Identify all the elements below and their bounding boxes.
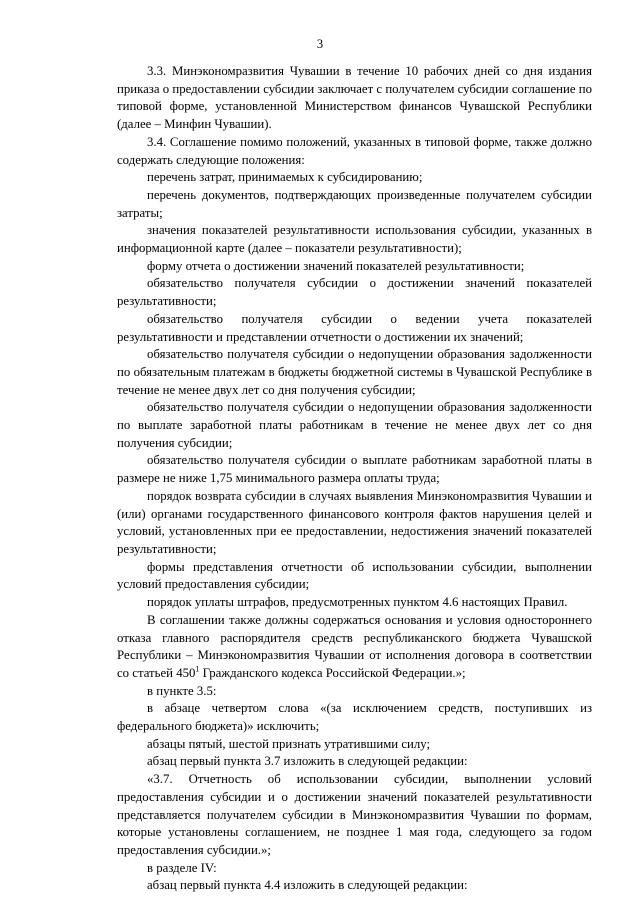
list-item: перечень документов, подтверждающих произведенные получателем субсидии затраты; — [117, 187, 592, 220]
agreement-paragraph — [117, 612, 592, 683]
list-item: перечень затрат, принимаемых к субсидированию; — [147, 170, 423, 185]
list-item: порядок уплаты штрафов, предусмотренных пунктом 4.6 настоящих Правил. — [147, 595, 568, 610]
list-item: обязательство получателя субсидии о достижении значений показателей результативности; — [117, 276, 592, 309]
document-body — [117, 63, 592, 895]
list-item: обязательство получателя субсидии о недопущении образования задолженности по выплате заработной платы работникам в течение не менее двух лет со дня получения субсидии; — [117, 400, 592, 450]
list-item: форму отчета о достижении значений показателей результативности; — [147, 258, 525, 273]
list-item: порядок возврата субсидии в случаях выявления Минэкономразвития Чувашии и (или) органами государственного финансового контроля фактов нарушения целей и условий, установленных при ее предоставлении, недостижения значений показателей результативности; — [117, 488, 592, 556]
list-item: формы представления отчетности об использовании субсидии, выполнении условий предоставления субсидии; — [117, 559, 592, 592]
amendment-item: в абзаце четвертом слова «(за исключением средств, поступивших из федерального бюджета)» исключить; — [117, 701, 592, 734]
quoted-paragraph-3-7: «3.7. Отчетность об использовании субсидии, выполнении условий предоставления субсидии и о достижении значений показателей результативности представляется получателем субсидии в Минэкономразвития Чувашии по формам, которые установлены соглашением, не позднее 1 мая года, следующего за годом предоставления субсидии.»; — [117, 772, 592, 857]
amendment-item: абзацы пятый, шестой признать утратившими силу; — [147, 736, 431, 751]
amendment-item: в пункте 3.5: — [147, 683, 217, 698]
article-superscript: 1 — [195, 664, 200, 674]
page-number: 3 — [316, 37, 324, 51]
agreement-text-end: Гражданского кодекса Российской Федерации.»; — [199, 665, 466, 680]
paragraph-3-4: 3.4. Соглашение помимо положений, указанных в типовой форме, также должно содержать следующие положения: — [117, 134, 592, 167]
list-item: обязательство получателя субсидии о ведении учета показателей результативности и представлении отчетности о достижении их значений; — [117, 311, 592, 344]
list-item: значения показателей результативности использования субсидии, указанных в информационной карте (далее – показатели результативности); — [117, 223, 592, 256]
agreement-text: В соглашении также должны содержаться основания и условия одностороннего отказа главного распорядителя средств республиканского бюджета Чувашской Республики – Минэкономразвития Чувашии от исполнения договора в соответствии со статьей 450 — [117, 612, 592, 680]
amendment-item: в разделе IV: — [147, 860, 217, 875]
list-item: обязательство получателя субсидии о выплате работникам заработной платы в размере не ниже 1,75 минимального размера оплаты труда; — [117, 453, 592, 486]
list-item: обязательство получателя субсидии о недопущении образования задолженности по обязательным платежам в бюджеты бюджетной системы в Чувашской Республике в течение не менее двух лет со дня получения субсидии; — [117, 347, 592, 397]
amendment-item: абзац первый пункта 3.7 изложить в следующей редакции: — [147, 754, 468, 769]
amendment-item: абзац первый пункта 4.4 изложить в следующей редакции: — [147, 878, 468, 893]
paragraph-3-3: 3.3. Минэкономразвития Чувашии в течение 10 рабочих дней со дня издания приказа о предоставлении субсидии заключает с получателем субсидии соглашение по типовой форме, установленной Министерством финансов Чувашской Республики (далее – Минфин Чувашии). — [117, 64, 592, 132]
